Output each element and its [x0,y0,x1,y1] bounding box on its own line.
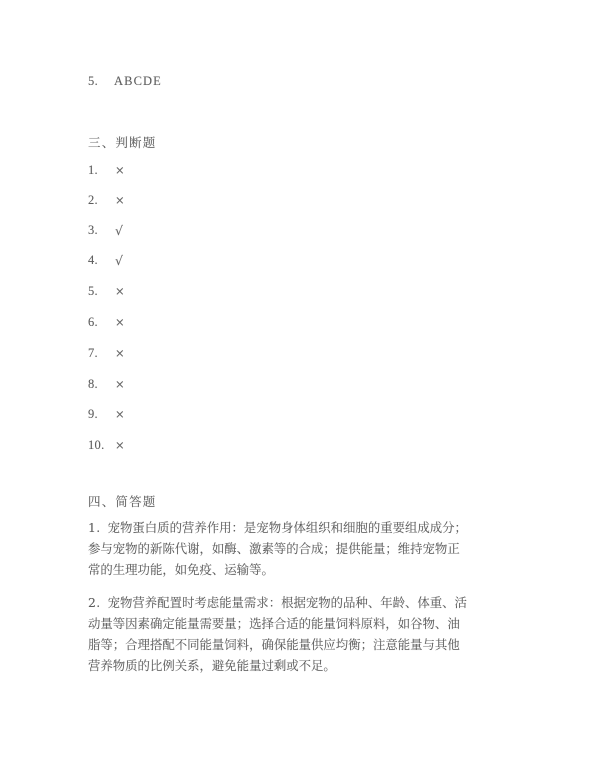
short-answer-line: 动量等因素确定能量需要量；选择合适的能量饲料原料，如谷物、油 [88,616,460,631]
true-false-mark: √ [115,252,123,268]
true-false-row [88,314,125,330]
true-false-number: 8. [88,377,98,391]
short-answer-text: 宠物蛋白质的营养作用：是宠物身体组织和细胞的重要组成成分； [107,520,467,535]
true-false-row [88,192,125,208]
short-answer-line: 常的生理功能，如免疫、运输等。 [88,562,274,577]
true-false-mark: × [115,407,125,421]
short-answer-text: 宠物营养配置时考虑能量需求：根据宠物的品种、年龄、体重、活 [107,595,467,610]
true-false-row [88,345,125,361]
multiple-choice-answer-number: 5. [88,74,99,88]
multiple-choice-answer-value: ABCDE [114,74,162,88]
true-false-mark: × [115,438,125,452]
true-false-number: 7. [88,346,98,360]
true-false-row [88,283,125,299]
section-heading-true-false: 三、判断题 [88,135,157,150]
short-answer-line: 脂等；合理搭配不同能量饲料，确保能量供应均衡；注意能量与其他 [88,637,460,652]
true-false-number: 6. [88,315,98,329]
short-answer-line: 营养物质的比例关系，避免能量过剩或不足。 [88,658,336,673]
short-answer-line [88,520,512,536]
short-answer-number: 1. [88,520,101,535]
true-false-mark: × [115,377,125,391]
true-false-mark: × [115,163,125,177]
true-false-row [88,222,123,238]
true-false-row [88,437,125,453]
true-false-mark: × [115,315,125,329]
true-false-row [88,162,125,178]
true-false-number: 4. [88,253,98,267]
true-false-row [88,406,125,422]
true-false-number: 1. [88,163,98,177]
true-false-row [88,376,125,392]
true-false-number: 9. [88,407,98,421]
true-false-number: 3. [88,223,98,237]
true-false-number: 10. [88,438,105,452]
true-false-mark: × [115,284,125,298]
section-heading-short-answer: 四、简答题 [88,494,157,509]
true-false-mark: √ [115,222,123,238]
short-answer-line: 参与宠物的新陈代谢，如酶、激素等的合成；提供能量；维持宠物正 [88,541,460,556]
true-false-mark: × [115,193,125,207]
true-false-mark: × [115,346,125,360]
true-false-number: 2. [88,193,98,207]
multiple-choice-answer-row [88,74,162,89]
true-false-row [88,252,123,268]
true-false-number: 5. [88,284,98,298]
short-answer-number: 2. [88,595,101,610]
short-answer-line [88,595,512,611]
